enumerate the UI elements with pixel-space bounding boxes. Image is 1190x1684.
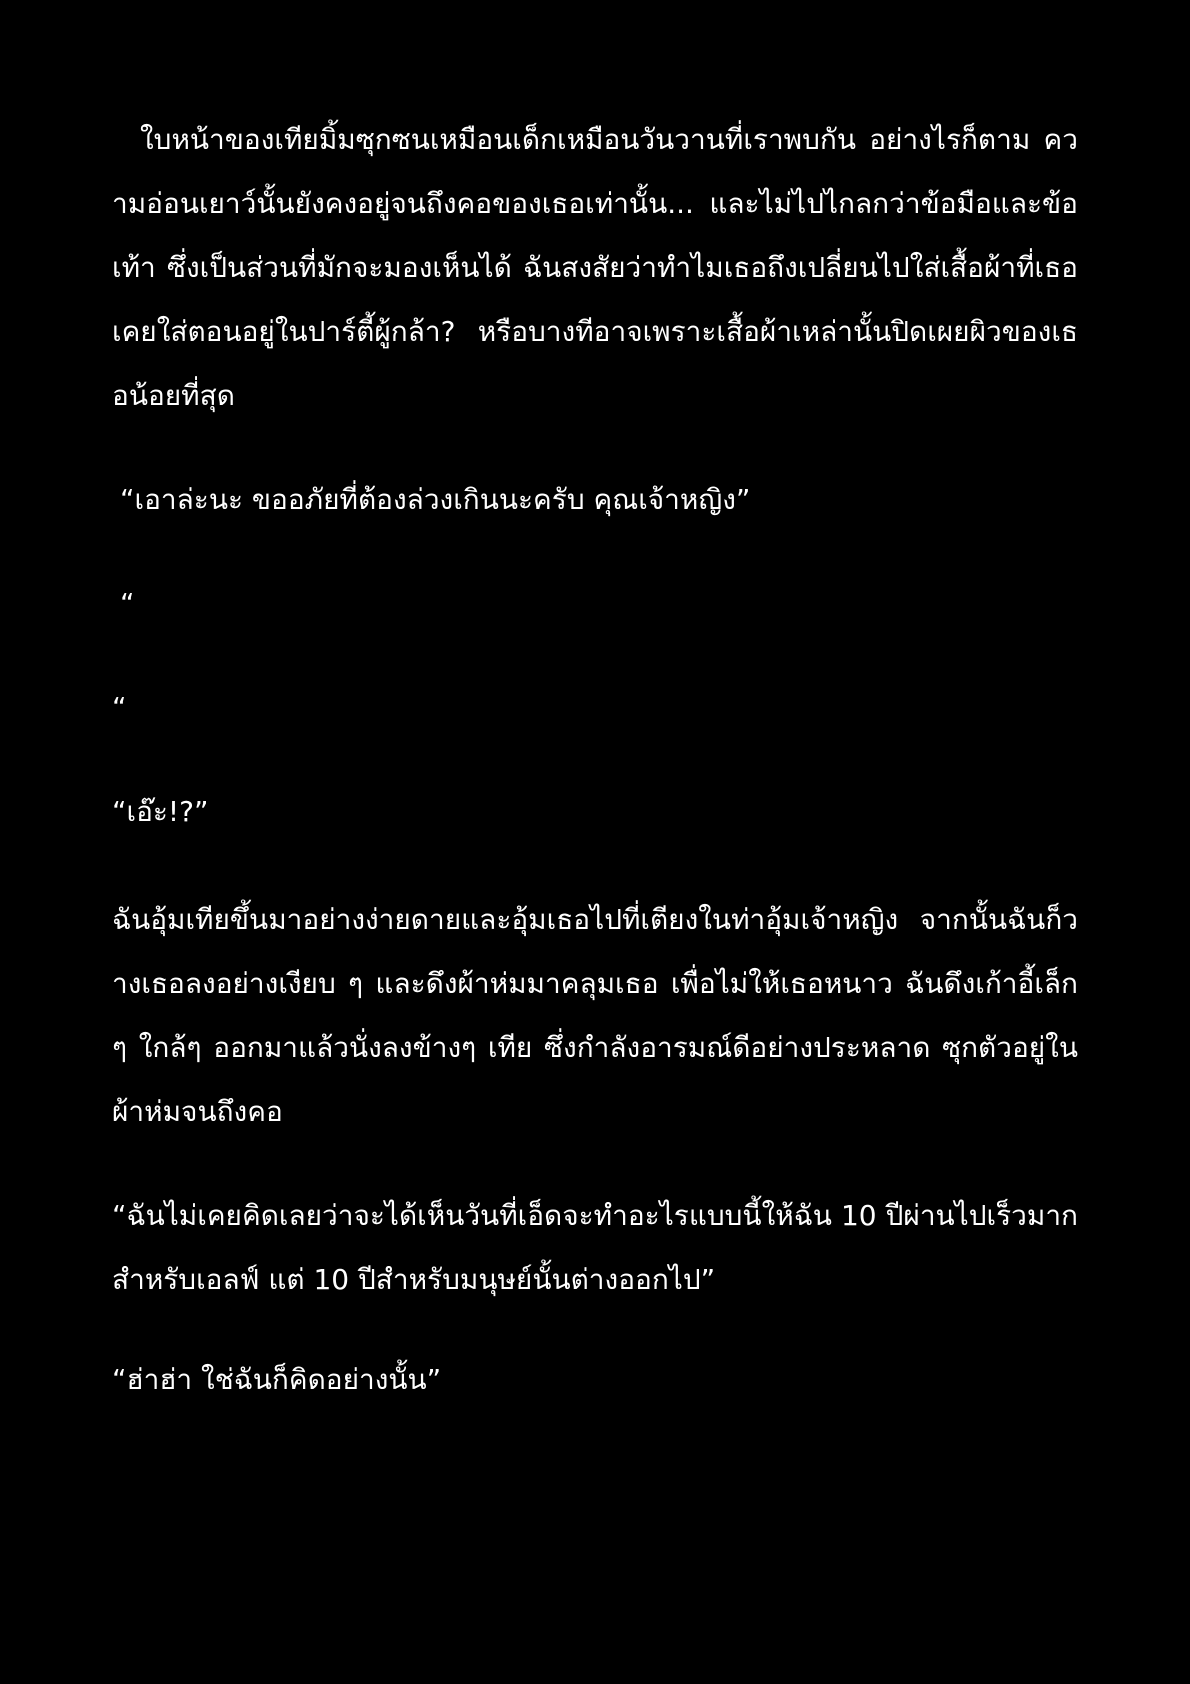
paragraph-1: ใบหน้าของเทียมิ้มซุกซนเหมือนเด็กเหมือนวันวานที่เราพบกัน อย่างไรก็ตาม ความอ่อนเยาว์นั้นยังคงอยู่จนถึงคอของเธอเท่านั้น... และไม่ไปไกลกว่าข้อมือและข้อเท้า ซึ่งเป็นส่วนที่มักจะมองเห็นได้ ฉันสงสัยว่าทำไมเธอถึงเปลี่ยนไปใส่เสื้อผ้าที่เธอเคยใส่ตอนอยู่ในปาร์ตี้ผู้กล้า? หรือบางทีอาจเพราะเสื้อผ้าเหล่านั้นปิดเผยผิวของเธอน้อยที่สุด (112, 123, 1078, 412)
paragraph-7: “ฉันไม่เคยคิดเลยว่าจะได้เห็นวันที่เอ็ดจะทำอะไรแบบนี้ให้ฉัน 10 ปีผ่านไปเร็วมากสำหรับเอลฟ์ แต่ 10 ปีสำหรับมนุษย์นั้นต่างออกไป” (112, 1199, 1078, 1296)
paragraph-4: “ (112, 691, 127, 724)
paragraph-5: “เอ๊ะ!?” (112, 795, 209, 828)
paragraph-2: “เอาล่ะนะ ขออภัยที่ต้องล่วงเกินนะครับ คุณเจ้าหญิง” (120, 483, 751, 516)
paragraph-8: “ฮ่าฮ่า ใช่ฉันก็คิดอย่างนั้น” (112, 1363, 442, 1396)
paragraph-3: “ (120, 587, 135, 620)
paragraph-6: ฉันอุ้มเทียขึ้นมาอย่างง่ายดายและอุ้มเธอไปที่เตียงในท่าอุ้มเจ้าหญิง จากนั้นฉันก็วางเธอลงอย่างเงียบ ๆ และดึงผ้าห่มมาคลุมเธอ เพื่อไม่ให้เธอหนาว ฉันดึงเก้าอี้เล็กๆ ใกล้ๆ ออกมาแล้วนั่งลงข้างๆ เทีย ซึ่งกำลังอารมณ์ดีอย่างประหลาด ซุกตัวอยู่ในผ้าห่มจนถึงคอ (112, 903, 1078, 1128)
